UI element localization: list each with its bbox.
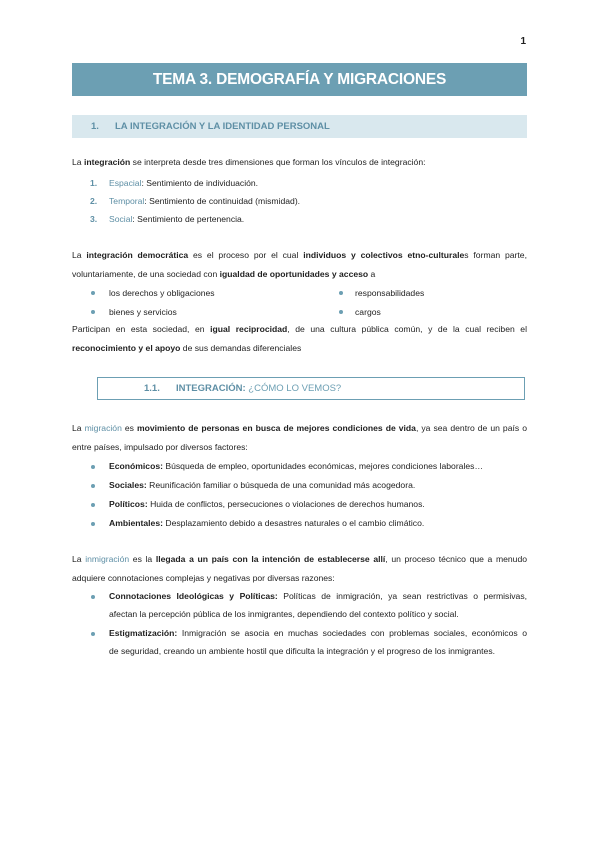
integration-intro: La integración se interpreta desde tres dimensiones que forman los vínculos de integración: xyxy=(72,157,426,167)
intro-strong: integración xyxy=(83,157,131,167)
access-item: los derechos y obligaciones xyxy=(109,288,215,298)
dimension-item: 2. Temporal: Sentimiento de continuidad (mismidad). xyxy=(90,196,301,206)
bullet-icon xyxy=(339,310,343,314)
migration-line-2: entre países, impulsado por diversos factores: xyxy=(72,442,248,452)
subsection-strong: INTEGRACIÓN: xyxy=(176,383,246,394)
page-number: 1 xyxy=(520,36,526,47)
factor-item: Sociales: Reunificación familiar o búsqueda de una comunidad más acogedora. xyxy=(109,480,416,490)
bullet-icon xyxy=(91,465,95,469)
democratic-line-1: La integración democrática es el proceso por el cual individuos y colectivos etno-culturales forman parte, xyxy=(72,250,527,260)
dimension-item: 1. Espacial: Sentimiento de individuación. xyxy=(90,178,259,188)
participation-line-2: reconocimiento y el apoyo de sus demandas diferenciales xyxy=(72,343,302,353)
immigration-line-2: adquiere connotaciones complejas y negativas por diversas razones: xyxy=(72,573,335,583)
migration-line-1: La migración es movimiento de personas en busca de mejores condiciones de vida, ya sea dentro de un país o xyxy=(72,423,527,433)
subsection-rest: ¿CÓMO LO VEMOS? xyxy=(245,383,342,394)
document-title: TEMA 3. DEMOGRAFÍA Y MIGRACIONES xyxy=(72,63,527,96)
section-heading-1 xyxy=(72,115,527,138)
connotation-item-line-1: Connotaciones Ideológicas y Políticas: Políticas de inmigración, ya sean restrictivas o permisivas, xyxy=(109,591,527,601)
factor-item: Ambientales: Desplazamiento debido a desastres naturales o el cambio climático. xyxy=(109,518,425,528)
immigration-line-1: La inmigración es la llegada a un país con la intención de establecerse allí, un proceso técnico que a menudo xyxy=(72,554,528,564)
access-item: responsabilidades xyxy=(355,288,425,298)
bullet-icon xyxy=(91,484,95,488)
bullet-icon xyxy=(91,632,95,636)
stigma-item-line-2: de seguridad, creando un ambiente hostil que dificulta la integración y el progreso de los inmigrantes. xyxy=(109,646,495,656)
section-label: LA INTEGRACIÓN Y LA IDENTIDAD PERSONAL xyxy=(115,121,330,132)
connotation-item-line-2: afectan la percepción pública de los inmigrantes, dependiendo del contexto político y social. xyxy=(109,609,459,619)
subsection-heading-1-1 xyxy=(97,377,525,400)
participation-line-1: Participan en esta sociedad, en igual reciprocidad, de una cultura pública común, y de la cual reciben el xyxy=(72,324,527,334)
access-item: bienes y servicios xyxy=(109,307,177,317)
access-item: cargos xyxy=(355,307,381,317)
dimension-item: 3. Social: Sentimiento de pertenencia. xyxy=(90,214,245,224)
factor-item: Económicos: Búsqueda de empleo, oportunidades económicas, mejores condiciones laborales… xyxy=(109,461,484,471)
factor-item: Políticos: Huida de conflictos, persecuciones o violaciones de derechos humanos. xyxy=(109,499,425,509)
stigma-item-line-1: Estigmatización: Inmigración se asocia en muchas sociedades con problemas sociales, económicos o xyxy=(109,628,527,638)
bullet-icon xyxy=(91,522,95,526)
section-number: 1. xyxy=(91,121,99,132)
bullet-icon xyxy=(91,503,95,507)
subsection-number: 1.1. xyxy=(144,383,160,394)
democratic-line-2: voluntariamente, de una sociedad con igualdad de oportunidades y acceso a xyxy=(72,269,376,279)
bullet-icon xyxy=(339,291,343,295)
bullet-icon xyxy=(91,310,95,314)
bullet-icon xyxy=(91,291,95,295)
bullet-icon xyxy=(91,595,95,599)
